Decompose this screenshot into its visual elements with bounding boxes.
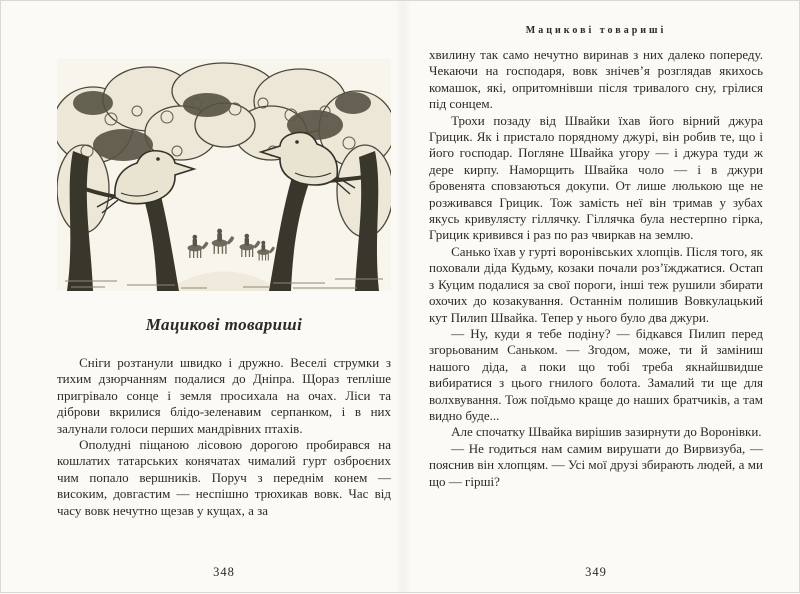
page-gutter — [395, 1, 411, 592]
paragraph: хвилину так само нечутно виринав з них далеко попереду. Чекаючи на господаря, вовк знічев’я розглядав якихось комашок, які, опритомнівши після тривалого сну, грілися під сонцем. — [429, 47, 763, 112]
paragraph: Санько їхав у гурті воронівських хлопців. Після того, як поховали діда Кудьму, козаки почали роз’їжджатися. Остап з Куцим подалися за свої пороги, інші теж рушили збирати охочих до козакування. Останнім полишив Вовкулацький кут Пилип Швайка. Тепер у нього було два джури. — [429, 243, 763, 325]
paragraph: Ополудні піщаною лісовою дорогою пробирався на кошлатих татарських конячатах чималий гурт озброєних чим попало вершників. Поруч з переднім конем — високим, довгастим — неспішно трюхикав вовк. Час від часу вовк нечутно щезав у кущах, а за — [57, 437, 391, 518]
page-number-right: 349 — [585, 565, 607, 579]
chapter-title: Мацикові товариші — [145, 315, 303, 334]
paragraph: Сніги розтанули швидко і дружно. Веселі струмки з тихим дзюрчанням подалися до Дніпра. Щораз тепліше пригрівало сонце і земля просихала на очах. Ліси та діброви вкрилися блідо-зеленавим серпанком, і в них залунали голоси перших мандрівних птахів. — [57, 355, 391, 436]
forest-riders-illustration — [57, 59, 391, 291]
paragraph: — Ну, куди я тебе подіну? — бідкався Пилип перед згорьованим Саньком. — Згодом, може, ти й заміниш нашого діда, а поки що тобі треба якнайшвидше вибиратися з цього гнилого болота. Замалий ти ще для волхвування. Тож поїдьмо краще до наших братчиків, а там видно буде... — [429, 325, 763, 423]
paragraph: Трохи позаду від Швайки їхав його вірний джура Грицик. Як і пристало порядному джурі, він робив те, що і його господар. Погляне Швайка угору — і джура туди ж дере кирпу. Наморщить Швайка чоло — і в джури бровенята сповзаються докупи. От лише люлькою ще не розживався Грицик. Тож замість неї він тримав у зубах якусь кривулясту гіллячку. Гіллячка була нестерпно гірка, Грицик кривився і раз по раз чвиркав на землю. — [429, 112, 763, 243]
page-right — [429, 1, 763, 594]
paragraph: Але спочатку Швайка вирішив зазирнути до Воронівки. — [451, 424, 762, 440]
page-number-left: 348 — [213, 565, 235, 579]
paragraph: — Не годиться нам самим вирушати до Вирвизуба, — пояснив він хлопцям. — Усі мої друзі збирають людей, а ми що — гірші? — [429, 440, 763, 489]
running-header: Мацикові товариші — [525, 25, 667, 36]
right-page-text — [429, 47, 763, 490]
page-left — [57, 1, 391, 594]
